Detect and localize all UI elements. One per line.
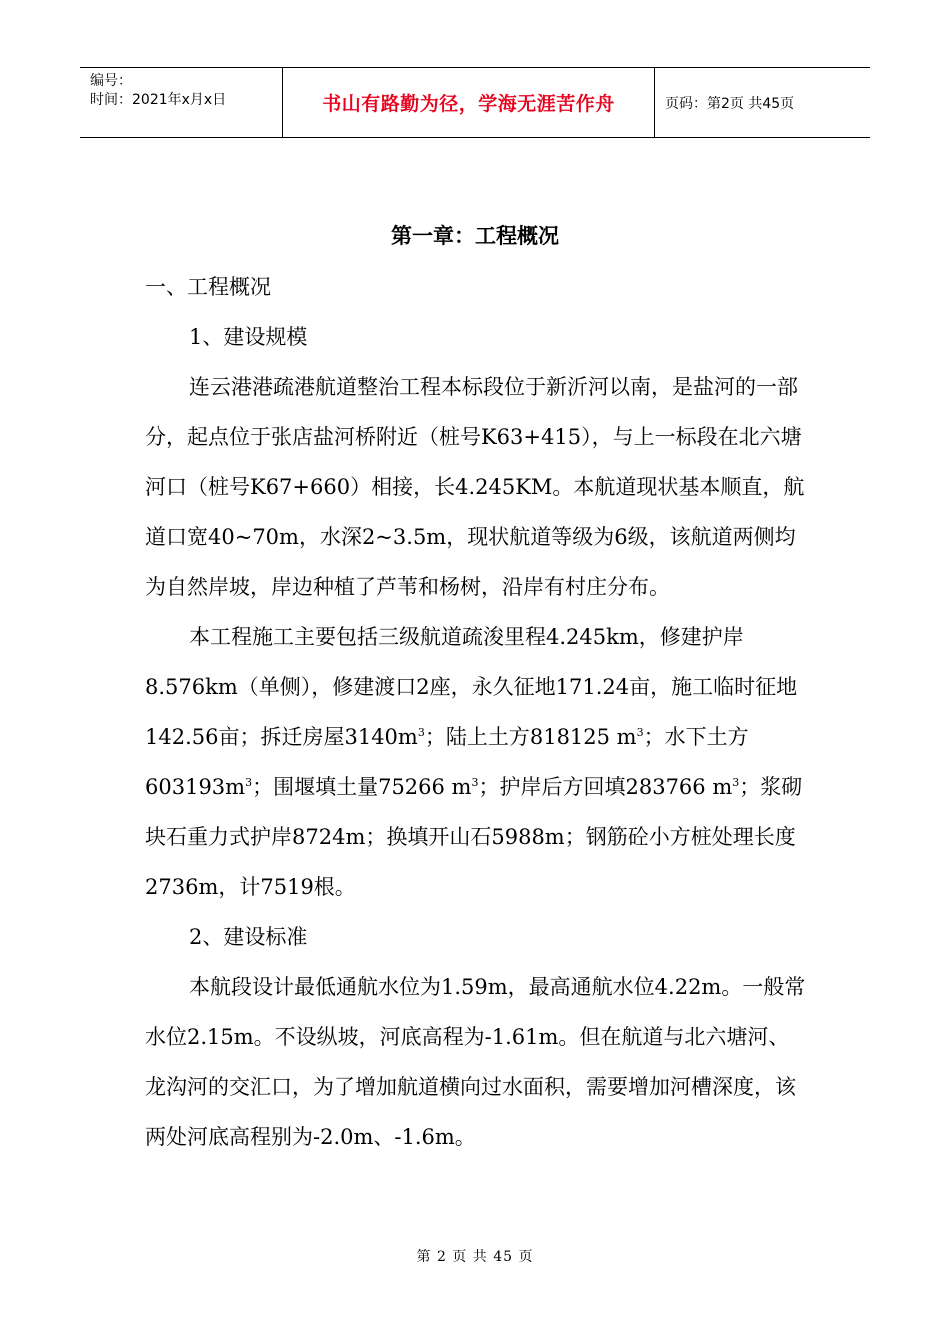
superscript: 3 — [245, 776, 253, 789]
paragraph-scale: 连云港港疏港航道整治工程本标段位于新沂河以南，是盐河的一部分，起点位于张店盐河桥附近（桩号K63+415），与上一标段在北六塘河口（桩号K67+660）相接，长4.245KM。本航道现状基本顺直，航道口宽40~70m，水深2~3.5m，现状航道等级为6级，该航道两侧均为自然岸坡，岸边种植了芦苇和杨树，沿岸有村庄分布。 — [145, 375, 805, 599]
works-text-4: ；围堰填土量75266 m — [252, 775, 472, 799]
paragraph-works — [145, 612, 810, 912]
paragraph-standard: 本航段设计最低通航水位为1.59m，最高通航水位4.22m。一般常水位2.15m。不设纵坡，河底高程为-1.61m。但在航道与北六塘河、龙沟河的交汇口，为了增加航道横向过水面积，需要增加河槽深度，该两处河底高程别为-2.0m、-1.6m。 — [145, 975, 806, 1149]
superscript: 3 — [417, 726, 425, 739]
subsection-heading-scale: 1、建设规模 — [189, 325, 308, 349]
header-meta — [80, 68, 282, 137]
document-body — [145, 262, 810, 1162]
page-footer: 第 2 页 共 45 页 — [416, 1249, 534, 1265]
works-text-3: ；水下土方603193m — [145, 725, 749, 799]
works-text-2: ；陆上土方818125 m — [424, 725, 637, 749]
superscript: 3 — [471, 776, 479, 789]
header-page-info: 页码：第2页 共45页 — [665, 95, 795, 112]
works-text-5: ；护岸后方回填283766 m — [478, 775, 733, 799]
superscript: 3 — [732, 776, 740, 789]
page-header — [80, 67, 870, 138]
number-label: 编号： — [90, 73, 132, 89]
chapter-title: 第一章：工程概况 — [391, 224, 559, 248]
superscript: 3 — [636, 726, 644, 739]
works-text-6: ；浆砌块石重力式护岸8724m；换填开山石5988m；钢筋砼小方桩处理长度2736m，计7519根。 — [145, 775, 803, 899]
header-motto: 书山有路勤为径，学海无涯苦作舟 — [282, 68, 655, 137]
time-label: 时间：2021年x月x日 — [90, 92, 227, 108]
section-heading: 一、工程概况 — [145, 275, 271, 299]
works-text-1: 本工程施工主要包括三级航道疏浚里程4.245km，修建护岸8.576km（单侧），修建渡口2座，永久征地171.24亩，施工临时征地142.56亩；拆迁房屋3140m — [145, 625, 798, 749]
subsection-heading-standard: 2、建设标准 — [189, 925, 308, 949]
